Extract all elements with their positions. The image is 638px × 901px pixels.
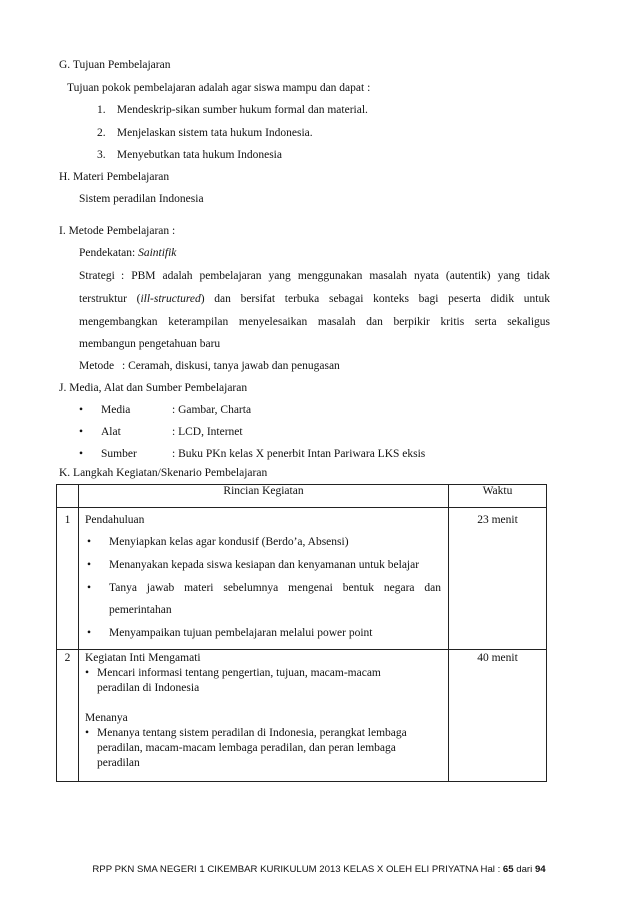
footer-page-total: 94 (534, 864, 546, 875)
list-item-text: Menyiapkan kelas agar kondusif (Berdo’a, Absensi) (109, 536, 349, 548)
list-item-continuation: pemerintahan (109, 604, 172, 616)
bullet-icon: • (87, 627, 92, 639)
section-i-heading: I. Metode Pembelajaran : (59, 225, 176, 237)
tujuan-item-number: 2. (97, 127, 106, 139)
table-row (57, 650, 547, 782)
alat-value: : LCD, Internet (172, 426, 243, 438)
header-no-cell (57, 485, 79, 508)
section-g-heading: G. Tujuan Pembelajaran (59, 59, 171, 71)
alat-label: Alat (101, 426, 121, 438)
list-item-continuation: peradilan, macam-macam lembaga peradilan, dan peran lembaga (97, 742, 396, 754)
materi-content: Sistem peradilan Indonesia (79, 193, 204, 205)
tujuan-item-2 (97, 127, 313, 139)
row-kegiatan-cell (79, 650, 449, 782)
metode-value: : Ceramah, diskusi, tanya jawab dan penugasan (122, 360, 340, 372)
tujuan-item-text: Mendeskrip-sikan sumber hukum formal dan material. (116, 104, 368, 116)
page-footer (0, 864, 638, 875)
pendekatan-label: Pendekatan: (79, 247, 139, 259)
table-header-row (57, 485, 547, 508)
list-item-text: Menanya tentang sistem peradilan di Indonesia, perangkat lembaga (97, 727, 407, 739)
bullet-icon: • (85, 667, 90, 679)
bullet-icon: • (87, 536, 92, 548)
bullet-icon: • (79, 448, 84, 460)
list-item-continuation: peradilan (97, 757, 140, 769)
section-j-heading: J. Media, Alat dan Sumber Pembelajaran (59, 382, 248, 394)
strategi-emphasis: ill-structured (140, 293, 201, 305)
media-item (79, 404, 130, 416)
bullet-icon: • (87, 582, 92, 594)
row-subheading: Menanya (85, 712, 128, 724)
row-waktu: 23 menit (449, 508, 547, 650)
media-value: : Gambar, Charta (172, 404, 252, 416)
row-title: Kegiatan Inti Mengamati (85, 652, 201, 664)
list-item-text: Menyampaikan tujuan pembelajaran melalui power point (109, 627, 373, 639)
tujuan-item-1 (97, 104, 368, 116)
strategi-line-2-start: terstruktur ( (79, 293, 141, 305)
section-h-heading: H. Materi Pembelajaran (59, 171, 170, 183)
table-row (57, 508, 547, 650)
footer-page-current: 65 (502, 864, 514, 875)
alat-item (79, 426, 121, 438)
pendekatan-line (79, 247, 176, 259)
tujuan-item-3 (97, 149, 282, 161)
row-number: 2 (57, 650, 79, 782)
list-item-bullet (85, 667, 89, 679)
media-label: Media (101, 404, 131, 416)
footer-dari: dari (513, 864, 535, 875)
row-kegiatan-cell (79, 508, 449, 650)
strategi-label: Strategi (79, 270, 115, 282)
bullet-icon: • (85, 727, 90, 739)
header-kegiatan-cell: Rincian Kegiatan (79, 485, 449, 508)
sumber-value: : Buku PKn kelas X penerbit Intan Pariwara LKS eksis (172, 448, 426, 460)
list-item (87, 627, 372, 639)
row-number: 1 (57, 508, 79, 650)
section-k-heading: K. Langkah Kegiatan/Skenario Pembelajaran (59, 467, 268, 479)
bullet-icon: • (87, 559, 92, 571)
kegiatan-table (56, 484, 547, 782)
list-item-text: Tanya jawab materi sebelumnya mengenai bentuk negara dan (109, 582, 441, 594)
section-g-intro: Tujuan pokok pembelajaran adalah agar siswa mampu dan dapat : (67, 82, 371, 94)
list-item-text: Mencari informasi tentang pengertian, tujuan, macam-macam (97, 667, 381, 679)
footer-text: RPP PKN SMA NEGERI 1 CIKEMBAR KURIKULUM 2013 KELAS X OLEH ELI PRIYATNA Hal : (92, 864, 503, 875)
sumber-item (79, 448, 137, 460)
tujuan-item-text: Menjelaskan sistem tata hukum Indonesia. (116, 127, 313, 139)
strategi-line-1: : PBM adalah pembelajaran yang menggunakan masalah nyata (autentik) yang tidak (121, 270, 550, 282)
tujuan-item-text: Menyebutkan tata hukum Indonesia (116, 149, 282, 161)
header-waktu-cell: Waktu (449, 485, 547, 508)
pendekatan-value: Saintifik (138, 247, 177, 259)
strategi-line-2 (79, 293, 550, 305)
row-title: Pendahuluan (85, 514, 145, 526)
row-waktu: 40 menit (449, 650, 547, 782)
list-item-continuation: peradilan di Indonesia (97, 682, 200, 694)
bullet-icon: • (79, 404, 84, 416)
bullet-icon: • (79, 426, 84, 438)
tujuan-item-number: 1. (97, 104, 106, 116)
sumber-label: Sumber (101, 448, 137, 460)
list-item (87, 536, 349, 548)
tujuan-item-number: 3. (97, 149, 106, 161)
list-item (87, 559, 419, 571)
list-item-bullet (87, 582, 109, 594)
strategi-line-2-end: ) dan bersifat terbuka sebagai konteks bagi peserta didik untuk (200, 293, 551, 305)
list-item-bullet (85, 727, 89, 739)
strategi-line-3: mengembangkan keterampilan menyelesaikan masalah dan berpikir kritis serta sekaligus (79, 316, 550, 328)
strategi-line-4: membangun pengetahuan baru (79, 338, 221, 350)
metode-label: Metode (79, 360, 115, 372)
list-item-text: Menanyakan kepada siswa kesiapan dan kenyamanan untuk belajar (109, 559, 420, 571)
